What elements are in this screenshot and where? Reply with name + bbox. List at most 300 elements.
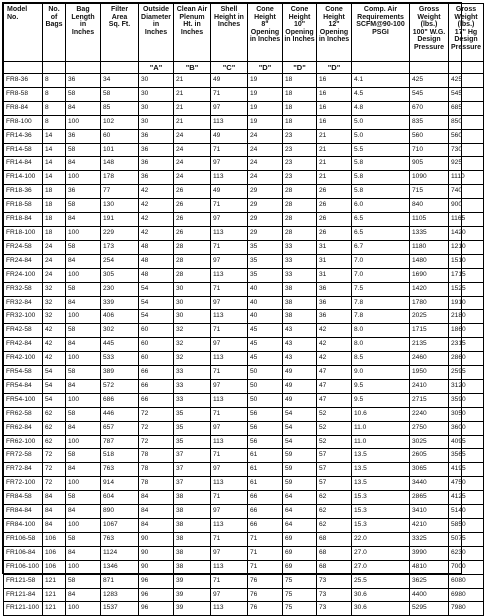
table-cell: 30	[174, 310, 211, 324]
column-header-line: 17" Hg	[454, 28, 478, 36]
table-cell: 840	[410, 199, 449, 213]
column-header-line: Comp. Air	[363, 6, 398, 13]
table-cell: 66	[139, 393, 174, 407]
table-row	[4, 199, 484, 213]
table-cell: 38	[174, 546, 211, 560]
table-cell: 445	[101, 338, 139, 352]
table-cell: 389	[101, 366, 139, 380]
table-cell: 60	[139, 324, 174, 338]
table-cell: 26	[317, 226, 352, 240]
model-number-cell: FR8-100	[4, 115, 43, 129]
table-cell: 84	[66, 157, 101, 171]
table-cell: 3065	[410, 463, 449, 477]
model-number-cell: FR106-58	[4, 532, 43, 546]
table-cell: 1537	[101, 602, 139, 616]
table-row	[4, 310, 484, 324]
table-cell: 21	[174, 74, 211, 88]
table-cell: 5.8	[352, 157, 410, 171]
table-cell: 38	[174, 532, 211, 546]
table-cell: 8	[43, 87, 66, 101]
table-cell: 15.3	[352, 505, 410, 519]
dimension-code	[4, 62, 43, 74]
table-cell: 3990	[410, 546, 449, 560]
table-cell: 21	[317, 129, 352, 143]
table-cell: 96	[139, 602, 174, 616]
column-header-line: Weight	[417, 13, 441, 21]
table-row	[4, 379, 484, 393]
table-cell: 61	[248, 463, 283, 477]
table-cell: 71	[211, 87, 248, 101]
model-number-cell: FR121-100	[4, 602, 43, 616]
table-cell: 1715	[410, 324, 449, 338]
table-cell: 24	[248, 157, 283, 171]
table-cell: 58	[66, 407, 101, 421]
table-cell: 58	[101, 87, 139, 101]
table-cell: 6080	[449, 574, 484, 588]
model-number-cell: FR24-58	[4, 240, 43, 254]
table-cell: 90	[139, 532, 174, 546]
table-cell: 71	[211, 366, 248, 380]
table-cell: 97	[211, 296, 248, 310]
table-cell: 670	[410, 101, 449, 115]
table-cell: 54	[139, 310, 174, 324]
model-number-cell: FR8-36	[4, 74, 43, 88]
table-cell: 850	[449, 115, 484, 129]
table-cell: 84	[43, 519, 66, 533]
column-header-line: Cone	[325, 6, 343, 13]
table-cell: 7980	[449, 602, 484, 616]
table-cell: 71	[211, 532, 248, 546]
table-cell: 29	[248, 199, 283, 213]
table-cell: 763	[101, 532, 139, 546]
table-cell: 84	[66, 546, 101, 560]
table-cell: 787	[101, 435, 139, 449]
table-cell: 21	[174, 87, 211, 101]
table-cell: 84	[66, 101, 101, 115]
dimension-code	[410, 62, 449, 74]
table-cell: 1860	[449, 324, 484, 338]
table-cell: 32	[43, 296, 66, 310]
table-cell: 2595	[449, 366, 484, 380]
table-cell: 100	[66, 352, 101, 366]
table-cell: 45	[248, 324, 283, 338]
table-cell: 305	[101, 268, 139, 282]
table-cell: 3600	[449, 421, 484, 435]
table-cell: 72	[139, 407, 174, 421]
table-cell: 9.5	[352, 393, 410, 407]
column-header-line: Diameter	[141, 13, 171, 21]
table-cell: 914	[101, 477, 139, 491]
table-row	[4, 532, 484, 546]
column-header-line: (lbs.)	[420, 21, 438, 29]
column-header-line: Cone	[290, 6, 309, 13]
table-cell: 76	[248, 602, 283, 616]
table-cell: 36	[66, 74, 101, 88]
table-cell: 71	[211, 491, 248, 505]
table-cell: 38	[174, 519, 211, 533]
table-cell: 40	[248, 296, 283, 310]
table-cell: 100	[66, 435, 101, 449]
table-row	[4, 519, 484, 533]
table-cell: 100	[66, 602, 101, 616]
table-cell: 71	[211, 574, 248, 588]
table-cell: 6.7	[352, 240, 410, 254]
table-cell: 7.0	[352, 254, 410, 268]
table-cell: 657	[101, 421, 139, 435]
table-cell: 90	[139, 546, 174, 560]
table-cell: 1715	[449, 268, 484, 282]
table-cell: 100	[66, 477, 101, 491]
table-cell: 7.8	[352, 296, 410, 310]
table-cell: 1105	[410, 213, 449, 227]
table-cell: 42	[139, 199, 174, 213]
table-cell: 3590	[449, 393, 484, 407]
table-cell: 32	[174, 324, 211, 338]
table-cell: 24	[174, 157, 211, 171]
table-cell: 21	[174, 115, 211, 129]
table-cell: 71	[248, 532, 283, 546]
column-header-line: in	[152, 21, 160, 29]
column-header-line: SCFM@90-100	[356, 21, 405, 29]
table-cell: 15.3	[352, 519, 410, 533]
column-header-line: in Inches	[249, 36, 281, 44]
table-cell: 75	[283, 574, 317, 588]
table-cell: 1165	[449, 213, 484, 227]
table-row	[4, 546, 484, 560]
table-cell: 76	[248, 574, 283, 588]
column-header-line: Inches	[180, 28, 204, 36]
table-cell: 100	[66, 310, 101, 324]
table-cell: 84	[66, 296, 101, 310]
table-cell: 11.0	[352, 421, 410, 435]
table-row	[4, 115, 484, 129]
table-cell: 52	[317, 435, 352, 449]
table-cell: 1910	[449, 296, 484, 310]
table-cell: 2180	[449, 310, 484, 324]
table-cell: 7.5	[352, 282, 410, 296]
table-cell: 16	[317, 87, 352, 101]
table-cell: 1780	[410, 296, 449, 310]
table-cell: 13.5	[352, 449, 410, 463]
table-cell: 31	[317, 268, 352, 282]
table-cell: 425	[449, 74, 484, 88]
table-cell: 2410	[410, 379, 449, 393]
table-cell: 26	[174, 185, 211, 199]
table-cell: 97	[211, 157, 248, 171]
column-header	[283, 4, 317, 62]
table-cell: 69	[283, 532, 317, 546]
column-header-line: Length	[71, 13, 95, 21]
table-cell: 50	[248, 366, 283, 380]
table-cell: 900	[449, 199, 484, 213]
column-header-line: of	[50, 13, 58, 21]
table-cell: 835	[410, 115, 449, 129]
table-cell: 6980	[449, 588, 484, 602]
table-cell: 2860	[449, 352, 484, 366]
table-cell: 76	[248, 588, 283, 602]
table-cell: 29	[248, 185, 283, 199]
column-header-line: Height in	[214, 13, 244, 21]
dimension-code	[43, 62, 66, 74]
table-cell: 100	[66, 226, 101, 240]
table-cell: 106	[43, 560, 66, 574]
table-cell: 26	[174, 199, 211, 213]
table-cell: 4125	[449, 491, 484, 505]
table-cell: 763	[101, 463, 139, 477]
table-cell: 710	[410, 143, 449, 157]
table-cell: 58	[66, 87, 101, 101]
table-cell: 121	[43, 602, 66, 616]
table-cell: 18	[283, 101, 317, 115]
table-cell: 686	[101, 393, 139, 407]
table-cell: 24	[43, 254, 66, 268]
model-number-cell: FR84-58	[4, 491, 43, 505]
dimension-code	[101, 62, 139, 74]
table-cell: 62	[43, 435, 66, 449]
model-number-cell: FR106-100	[4, 560, 43, 574]
table-cell: 54	[43, 379, 66, 393]
table-cell: 78	[139, 449, 174, 463]
table-cell: 72	[43, 463, 66, 477]
table-cell: 4400	[410, 588, 449, 602]
table-cell: 19	[248, 101, 283, 115]
model-number-cell: FR62-58	[4, 407, 43, 421]
table-cell: 85	[101, 101, 139, 115]
table-cell: 5.8	[352, 185, 410, 199]
model-number-cell: FR8-58	[4, 87, 43, 101]
table-cell: 97	[211, 213, 248, 227]
table-row	[4, 505, 484, 519]
table-cell: 8	[43, 115, 66, 129]
column-header	[4, 4, 43, 62]
model-number-cell: FR54-58	[4, 366, 43, 380]
table-cell: 62	[43, 421, 66, 435]
column-header-line: Design	[454, 36, 478, 44]
table-cell: 1950	[410, 366, 449, 380]
model-number-cell: FR54-84	[4, 379, 43, 393]
table-cell: 32	[174, 352, 211, 366]
table-row	[4, 449, 484, 463]
table-cell: 2865	[410, 491, 449, 505]
model-number-cell: FR62-84	[4, 421, 43, 435]
table-cell: 23	[283, 157, 317, 171]
table-cell: 425	[410, 74, 449, 88]
table-cell: 54	[283, 407, 317, 421]
table-cell: 49	[283, 379, 317, 393]
table-cell: 25.5	[352, 574, 410, 588]
table-cell: 6.0	[352, 199, 410, 213]
table-cell: 113	[211, 226, 248, 240]
table-cell: 6.5	[352, 213, 410, 227]
table-cell: 5140	[449, 505, 484, 519]
table-cell: 47	[317, 393, 352, 407]
table-cell: 16	[317, 74, 352, 88]
table-cell: 75	[283, 602, 317, 616]
table-cell: 8.0	[352, 338, 410, 352]
table-cell: 18	[43, 226, 66, 240]
model-number-cell: FR84-84	[4, 505, 43, 519]
model-number-cell: FR121-84	[4, 588, 43, 602]
table-cell: 7.0	[352, 268, 410, 282]
model-number-cell: FR32-100	[4, 310, 43, 324]
table-cell: 13.5	[352, 463, 410, 477]
table-cell: 3325	[410, 532, 449, 546]
table-cell: 36	[317, 296, 352, 310]
table-cell: 2025	[410, 310, 449, 324]
table-cell: 43	[283, 324, 317, 338]
dimension-code: "B"	[174, 62, 211, 74]
table-cell: 14	[43, 129, 66, 143]
model-number-cell: FR106-84	[4, 546, 43, 560]
column-header	[139, 4, 174, 62]
table-cell: 100	[66, 115, 101, 129]
table-row	[4, 171, 484, 185]
table-cell: 8	[43, 101, 66, 115]
table-cell: 7.8	[352, 310, 410, 324]
table-cell: 14	[43, 171, 66, 185]
table-cell: 97	[211, 254, 248, 268]
table-cell: 36	[139, 157, 174, 171]
table-cell: 4810	[410, 560, 449, 574]
column-header	[43, 4, 66, 62]
table-body	[4, 74, 484, 616]
column-header	[317, 4, 352, 62]
table-cell: 2460	[410, 352, 449, 366]
table-cell: 533	[101, 352, 139, 366]
table-cell: 4750	[449, 477, 484, 491]
table-cell: 2605	[410, 449, 449, 463]
table-cell: 32	[43, 282, 66, 296]
column-header-line: Inches	[71, 28, 95, 36]
table-cell: 42	[139, 226, 174, 240]
table-cell: 113	[211, 115, 248, 129]
table-cell: 69	[283, 560, 317, 574]
table-cell: 1180	[410, 240, 449, 254]
table-cell: 96	[139, 574, 174, 588]
model-number-cell: FR8-84	[4, 101, 43, 115]
table-cell: 113	[211, 435, 248, 449]
model-number-cell: FR42-58	[4, 324, 43, 338]
table-cell: 19	[248, 74, 283, 88]
table-cell: 28	[283, 185, 317, 199]
table-cell: 56	[248, 421, 283, 435]
table-cell: 54	[43, 366, 66, 380]
table-cell: 4095	[449, 435, 484, 449]
table-cell: 28	[174, 254, 211, 268]
table-cell: 230	[101, 282, 139, 296]
column-header-line: Outside	[142, 6, 170, 13]
table-cell: 24	[248, 129, 283, 143]
table-cell: 84	[66, 338, 101, 352]
table-cell: 5075	[449, 532, 484, 546]
table-cell: 64	[283, 505, 317, 519]
table-cell: 97	[211, 338, 248, 352]
table-cell: 30.6	[352, 588, 410, 602]
model-number-cell: FR24-100	[4, 268, 43, 282]
table-cell: 58	[66, 491, 101, 505]
table-cell: 68	[317, 560, 352, 574]
column-header-line: Height	[288, 13, 311, 21]
table-row	[4, 491, 484, 505]
table-row	[4, 226, 484, 240]
table-cell: 35	[248, 268, 283, 282]
table-cell: 604	[101, 491, 139, 505]
dimension-code	[449, 62, 484, 74]
table-row	[4, 560, 484, 574]
table-cell: 38	[283, 310, 317, 324]
table-cell: 71	[211, 240, 248, 254]
table-cell: 11.0	[352, 435, 410, 449]
table-cell: 4.1	[352, 74, 410, 88]
table-cell: 24	[174, 171, 211, 185]
table-cell: 73	[317, 588, 352, 602]
table-cell: 58	[66, 240, 101, 254]
model-number-cell: FR32-84	[4, 296, 43, 310]
table-cell: 39	[174, 588, 211, 602]
table-cell: 97	[211, 463, 248, 477]
column-header-line: Gross	[455, 6, 477, 13]
table-cell: 5.8	[352, 171, 410, 185]
spec-sheet	[2, 2, 481, 612]
table-cell: 148	[101, 157, 139, 171]
column-header	[449, 4, 484, 62]
column-header-line: Model	[7, 6, 28, 13]
table-cell: 97	[211, 421, 248, 435]
column-header-line: Pressure	[451, 43, 481, 51]
table-cell: 2750	[410, 421, 449, 435]
column-header-line: Opening	[319, 28, 349, 36]
table-cell: 113	[211, 171, 248, 185]
table-cell: 71	[211, 143, 248, 157]
table-cell: 15.3	[352, 491, 410, 505]
table-cell: 545	[449, 87, 484, 101]
table-cell: 1067	[101, 519, 139, 533]
column-header-line: in Inches	[318, 36, 350, 44]
table-cell: 71	[211, 282, 248, 296]
column-header-line: in Inches	[284, 36, 315, 44]
column-header-line: (lbs.)	[457, 21, 475, 29]
table-cell: 37	[174, 449, 211, 463]
table-cell: 36	[139, 129, 174, 143]
table-cell: 339	[101, 296, 139, 310]
table-cell: 8.0	[352, 324, 410, 338]
table-cell: 48	[139, 254, 174, 268]
table-cell: 39	[174, 602, 211, 616]
table-row	[4, 421, 484, 435]
table-cell: 113	[211, 352, 248, 366]
column-header-line: 100" W.G.	[412, 28, 446, 36]
table-cell: 77	[101, 185, 139, 199]
column-header-line: No.	[7, 13, 19, 21]
table-cell: 101	[101, 143, 139, 157]
table-cell: 302	[101, 324, 139, 338]
table-cell: 54	[283, 435, 317, 449]
column-header-line: in	[79, 21, 87, 29]
table-cell: 84	[43, 491, 66, 505]
table-cell: 113	[211, 477, 248, 491]
table-cell: 90	[139, 560, 174, 574]
table-cell: 72	[139, 435, 174, 449]
table-cell: 28	[174, 240, 211, 254]
table-cell: 71	[211, 449, 248, 463]
table-cell: 23	[283, 129, 317, 143]
table-cell: 31	[317, 254, 352, 268]
table-cell: 100	[66, 560, 101, 574]
table-cell: 18	[283, 74, 317, 88]
table-row	[4, 254, 484, 268]
column-header-line: No.	[48, 6, 60, 13]
table-cell: 685	[449, 101, 484, 115]
